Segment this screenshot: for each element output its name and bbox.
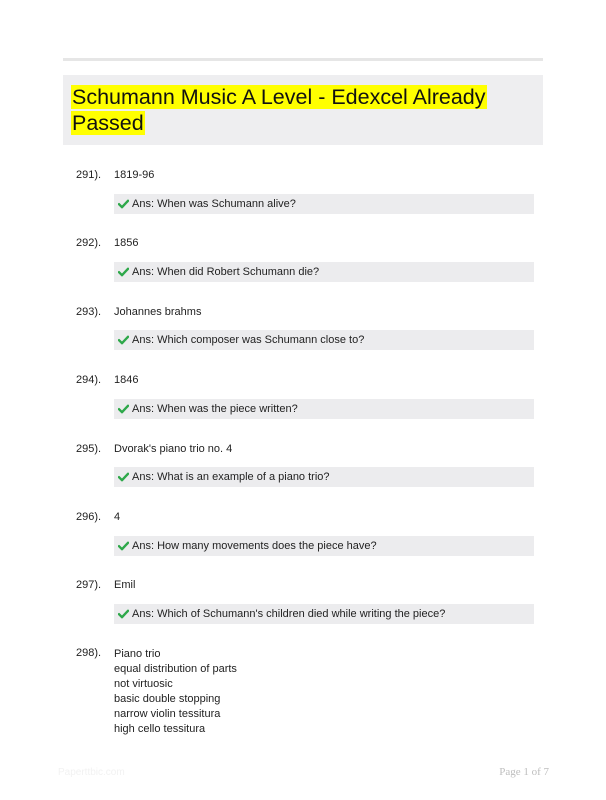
answer-text: When did Robert Schumann die? xyxy=(157,266,320,278)
page-number: Page 1 of 7 xyxy=(499,766,549,778)
answer-text: Which composer was Schumann close to? xyxy=(157,334,365,346)
title-banner xyxy=(63,75,543,145)
answer-text: When was Schumann alive? xyxy=(157,198,296,210)
term-line: high cello tessitura xyxy=(114,723,206,735)
question-term: 4 xyxy=(114,511,121,523)
question-number: 298). xyxy=(76,647,102,659)
question-number: 294). xyxy=(76,374,102,386)
question-term: Johannes brahms xyxy=(114,306,202,318)
answer-prefix: Ans: xyxy=(132,403,155,415)
question-term: Emil xyxy=(114,579,136,591)
answer-prefix: Ans: xyxy=(132,334,155,346)
question-term: 1846 xyxy=(114,374,139,386)
answer-prefix: Ans: xyxy=(132,266,155,278)
question-number: 297). xyxy=(76,579,102,591)
term-line: narrow violin tessitura xyxy=(114,708,221,720)
page-title xyxy=(71,84,521,136)
question-number: 295). xyxy=(76,443,102,455)
question-number: 293). xyxy=(76,306,102,318)
title-highlight-line-1: Schumann Music A Level - Edexcel Already xyxy=(72,85,486,109)
check-icon xyxy=(118,194,132,214)
answer-prefix: Ans: xyxy=(132,608,155,620)
answer-text: Which of Schumann's children died while writing the piece? xyxy=(157,608,446,620)
term-line: not virtuosic xyxy=(114,678,173,690)
term-line: equal distribution of parts xyxy=(114,663,237,675)
answer-text: How many movements does the piece have? xyxy=(157,540,377,552)
question-number: 296). xyxy=(76,511,102,523)
answer-box xyxy=(114,194,534,214)
term-line: Piano trio xyxy=(114,648,161,660)
question-number: 291). xyxy=(76,169,102,181)
answer-prefix: Ans: xyxy=(132,471,155,483)
answer-box xyxy=(114,536,534,556)
answer-box xyxy=(114,467,534,487)
footer-watermark: Paperttbic.com xyxy=(58,767,125,778)
question-term-list xyxy=(114,647,237,737)
answer-box xyxy=(114,262,534,282)
check-icon xyxy=(118,399,132,419)
answer-box xyxy=(114,330,534,350)
answer-text: What is an example of a piano trio? xyxy=(157,471,330,483)
answer-prefix: Ans: xyxy=(132,540,155,552)
question-number: 292). xyxy=(76,237,102,249)
check-icon xyxy=(118,467,132,487)
answer-text: When was the piece written? xyxy=(157,403,298,415)
answer-box xyxy=(114,399,534,419)
check-icon xyxy=(118,604,132,624)
answer-prefix: Ans: xyxy=(132,198,155,210)
check-icon xyxy=(118,262,132,282)
question-term: Dvorak's piano trio no. 4 xyxy=(114,443,233,455)
header-divider xyxy=(63,58,543,61)
term-line: basic double stopping xyxy=(114,693,221,705)
question-term: 1819-96 xyxy=(114,169,155,181)
title-highlight-line-2: Passed xyxy=(72,111,144,135)
check-icon xyxy=(118,330,132,350)
answer-box xyxy=(114,604,534,624)
question-term: 1856 xyxy=(114,237,139,249)
check-icon xyxy=(118,536,132,556)
